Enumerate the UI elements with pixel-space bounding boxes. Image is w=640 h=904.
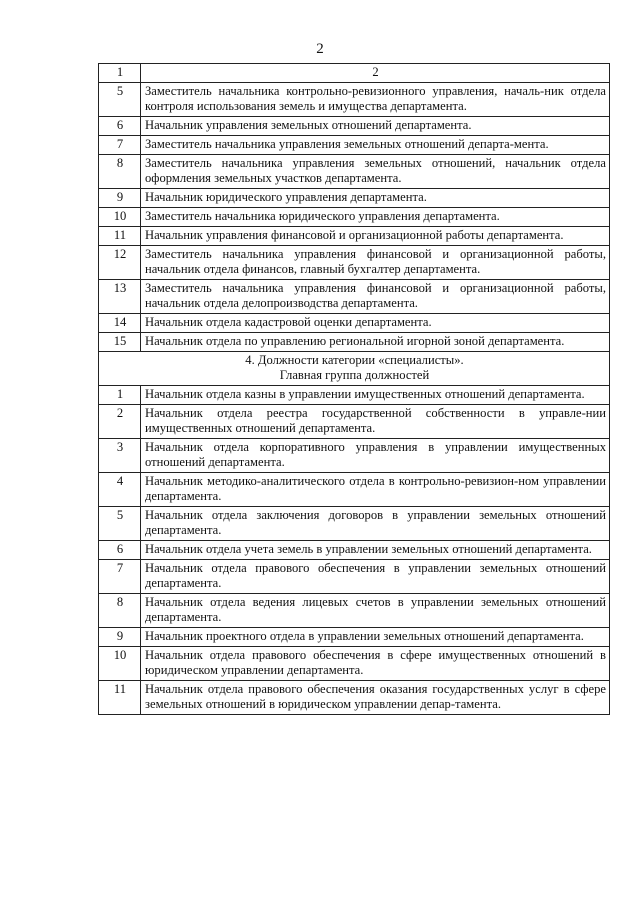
positions-table-body (99, 64, 610, 715)
position-title: Начальник управления земельных отношений департамента. (141, 117, 610, 136)
position-title: Начальник юридического управления департамента. (141, 189, 610, 208)
row-number: 10 (99, 208, 141, 227)
row-number: 15 (99, 333, 141, 352)
position-title: Начальник проектного отдела в управлении земельных отношений департамента. (141, 628, 610, 647)
position-title: Начальник управления финансовой и организационной работы департамента. (141, 227, 610, 246)
position-title: Заместитель начальника контрольно-ревизионного управления, началь-ник отдела контроля использования земель и имущества департамента. (141, 83, 610, 117)
position-title: Начальник отдела корпоративного управления в управлении имущественных отношений департамента. (141, 439, 610, 473)
section-title: 4. Должности категории «специалисты». (245, 353, 464, 367)
positions-table (98, 63, 610, 715)
row-number: 6 (99, 117, 141, 136)
position-title: Начальник отдела учета земель в управлении земельных отношений департамента. (141, 541, 610, 560)
position-title: Заместитель начальника управления финансовой и организационной работы, начальник отдела финансов, главный бухгалтер департамента. (141, 246, 610, 280)
table-header-row (99, 64, 610, 83)
column-header-title: 2 (141, 64, 610, 83)
page-number: 2 (316, 41, 324, 57)
row-number: 7 (99, 136, 141, 155)
row-number: 4 (99, 473, 141, 507)
section-heading (99, 352, 610, 386)
column-header-number: 1 (99, 64, 141, 83)
position-title: Заместитель начальника управления земельных отношений департа-мента. (141, 136, 610, 155)
table-row (99, 681, 610, 715)
table-row (99, 83, 610, 117)
position-title: Начальник методико-аналитического отдела в контрольно-ревизион-ном управлении департамента. (141, 473, 610, 507)
position-title: Заместитель начальника управления земельных отношений, начальник отдела оформления земельных участков департамента. (141, 155, 610, 189)
position-title: Заместитель начальника управления финансовой и организационной работы, начальник отдела делопроизводства департамента. (141, 280, 610, 314)
row-number: 5 (99, 507, 141, 541)
position-title: Начальник отдела реестра государственной собственности в управле-нии имущественных отношений департамента. (141, 405, 610, 439)
position-title: Начальник отдела заключения договоров в управлении земельных отношений департамента. (141, 507, 610, 541)
table-row (99, 405, 610, 439)
table-row (99, 560, 610, 594)
section-heading-row (99, 352, 610, 386)
row-number: 6 (99, 541, 141, 560)
table-row (99, 314, 610, 333)
row-number: 13 (99, 280, 141, 314)
table-row (99, 189, 610, 208)
row-number: 1 (99, 386, 141, 405)
row-number: 11 (99, 227, 141, 246)
row-number: 10 (99, 647, 141, 681)
section-subtitle: Главная группа должностей (279, 368, 430, 382)
table-row (99, 333, 610, 352)
table-row (99, 117, 610, 136)
row-number: 9 (99, 628, 141, 647)
position-title: Начальник отдела по управлению региональной игорной зоной департамента. (141, 333, 610, 352)
row-number: 14 (99, 314, 141, 333)
table-row (99, 473, 610, 507)
position-title: Начальник отдела правового обеспечения оказания государственных услуг в сфере земельных отношений в юридическом управлении депар-тамента. (141, 681, 610, 715)
position-title: Начальник отдела ведения лицевых счетов в управлении земельных отношений департамента. (141, 594, 610, 628)
row-number: 7 (99, 560, 141, 594)
table-row (99, 647, 610, 681)
table-row (99, 136, 610, 155)
row-number: 12 (99, 246, 141, 280)
position-title: Начальник отдела правового обеспечения в сфере имущественных отношений в юридическом управлении департамента. (141, 647, 610, 681)
table-row (99, 246, 610, 280)
table-row (99, 386, 610, 405)
table-row (99, 541, 610, 560)
table-row (99, 227, 610, 246)
position-title: Начальник отдела кадастровой оценки департамента. (141, 314, 610, 333)
row-number: 2 (99, 405, 141, 439)
table-row (99, 628, 610, 647)
row-number: 3 (99, 439, 141, 473)
table-row (99, 439, 610, 473)
row-number: 8 (99, 155, 141, 189)
row-number: 9 (99, 189, 141, 208)
table-row (99, 208, 610, 227)
position-title: Начальник отдела правового обеспечения в управлении земельных отношений департамента. (141, 560, 610, 594)
row-number: 11 (99, 681, 141, 715)
row-number: 5 (99, 83, 141, 117)
table-row (99, 594, 610, 628)
table-row (99, 507, 610, 541)
row-number: 8 (99, 594, 141, 628)
table-row (99, 155, 610, 189)
position-title: Начальник отдела казны в управлении имущественных отношений департамента. (141, 386, 610, 405)
table-row (99, 280, 610, 314)
position-title: Заместитель начальника юридического управления департамента. (141, 208, 610, 227)
